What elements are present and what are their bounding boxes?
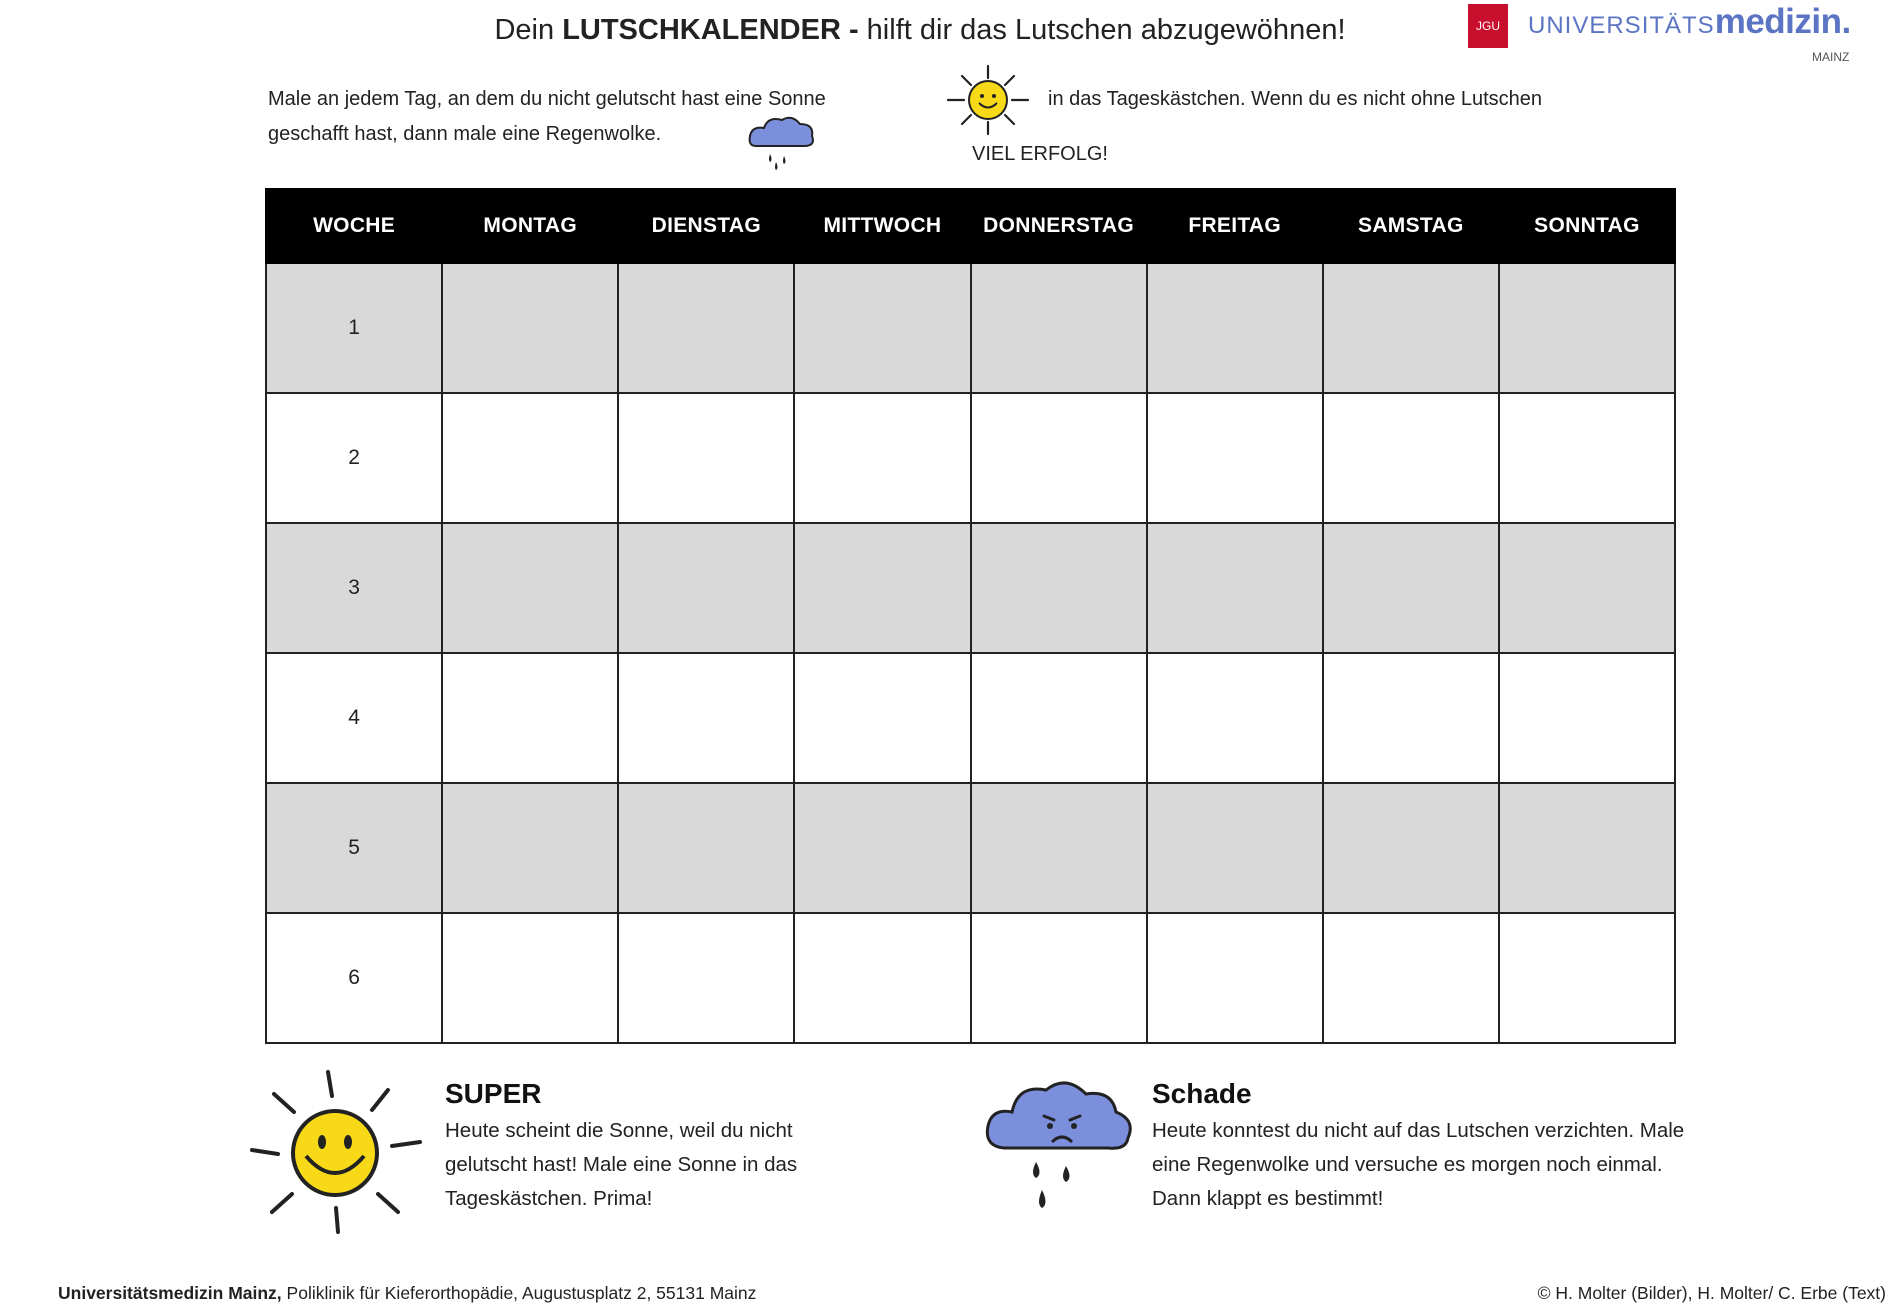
column-header-friday: FREITAG [1147,189,1323,263]
column-header-saturday: SAMSTAG [1323,189,1499,263]
day-cell[interactable] [794,783,970,913]
day-cell[interactable] [1147,523,1323,653]
rain-cloud-icon [980,1066,1140,1226]
day-cell[interactable] [1323,913,1499,1043]
footer-institution: Universitätsmedizin Mainz, [58,1283,282,1303]
sun-icon [244,1068,428,1238]
logo-subtitle: MAINZ [1812,50,1850,64]
day-cell[interactable] [442,263,618,393]
day-cell[interactable] [442,783,618,913]
good-luck-text: VIEL ERFOLG! [972,143,1108,165]
instruction-line-1b: in das Tageskästchen. Wenn du es nicht ohne Lutschen [1048,88,1543,110]
day-cell[interactable] [618,393,794,523]
week-number: 3 [266,523,442,653]
logo-mark [1468,4,1508,48]
week-row [266,263,1675,393]
footer-address [58,1283,756,1304]
day-cell[interactable] [1499,393,1675,523]
day-cell[interactable] [618,783,794,913]
day-cell[interactable] [1147,783,1323,913]
day-cell[interactable] [618,523,794,653]
instruction-line-1a: Male an jedem Tag, an dem du nicht gelutscht hast eine Sonne [268,88,826,110]
day-cell[interactable] [1147,393,1323,523]
day-cell[interactable] [618,913,794,1043]
day-cell[interactable] [794,263,970,393]
column-header-sunday: SONNTAG [1499,189,1675,263]
sun-icon [944,62,1032,138]
day-cell[interactable] [1499,783,1675,913]
day-cell[interactable] [971,523,1147,653]
day-cell[interactable] [971,263,1147,393]
day-cell[interactable] [442,523,618,653]
title-suffix: hilft dir das Lutschen abzugewöhnen! [858,14,1346,46]
day-cell[interactable] [794,913,970,1043]
column-header-wednesday: MITTWOCH [794,189,970,263]
column-header-week: WOCHE [266,189,442,263]
day-cell[interactable] [442,393,618,523]
day-cell[interactable] [1499,263,1675,393]
day-cell[interactable] [1323,653,1499,783]
week-number: 5 [266,783,442,913]
legend-schade-title: Schade [1152,1078,1252,1109]
day-cell[interactable] [971,783,1147,913]
column-header-monday: MONTAG [442,189,618,263]
day-cell[interactable] [1323,523,1499,653]
week-row [266,393,1675,523]
title-prefix: Dein [494,14,563,46]
legend-super-title: SUPER [445,1078,542,1109]
week-row [266,913,1675,1043]
calendar-header-row [266,189,1675,263]
day-cell[interactable] [1147,263,1323,393]
instruction-line-2: geschafft hast, dann male eine Regenwolke. [268,123,662,145]
logo-text-small: UNIVERSITÄTS [1528,12,1715,39]
logo-text-big: medizin. [1714,2,1851,41]
day-cell[interactable] [971,913,1147,1043]
week-number: 1 [266,263,442,393]
day-cell[interactable] [794,653,970,783]
title-bold: LUTSCHKALENDER - [562,14,859,46]
day-cell[interactable] [1499,913,1675,1043]
week-number: 6 [266,913,442,1043]
day-cell[interactable] [1323,393,1499,523]
legend-schade-text: Heute konntest du nicht auf das Lutschen verzichten. Male eine Regenwolke und versuche es morgen noch einmal. Dann klappt es bestimmt! [1152,1119,1685,1210]
column-header-tuesday: DIENSTAG [618,189,794,263]
day-cell[interactable] [794,393,970,523]
rain-cloud-icon [746,112,818,178]
footer-copyright: © H. Molter (Bilder), H. Molter/ C. Erbe (Text) [1537,1283,1886,1303]
day-cell[interactable] [1499,653,1675,783]
week-number: 2 [266,393,442,523]
day-cell[interactable] [442,913,618,1043]
day-cell[interactable] [1147,913,1323,1043]
day-cell[interactable] [1147,653,1323,783]
logo-mark-text: JGU [1476,19,1500,33]
week-row [266,523,1675,653]
day-cell[interactable] [1323,783,1499,913]
day-cell[interactable] [442,653,618,783]
footer-address-text: Poliklinik für Kieferorthopädie, Augustusplatz 2, 55131 Mainz [281,1283,757,1303]
day-cell[interactable] [794,523,970,653]
week-row [266,653,1675,783]
day-cell[interactable] [1323,263,1499,393]
week-number: 4 [266,653,442,783]
day-cell[interactable] [618,653,794,783]
day-cell[interactable] [618,263,794,393]
logo [1528,2,1851,42]
calendar-table [265,188,1676,1044]
legend-super-text: Heute scheint die Sonne, weil du nicht gelutscht hast! Male eine Sonne in das Tageskästchen. Prima! [445,1119,798,1210]
day-cell[interactable] [971,393,1147,523]
week-row [266,783,1675,913]
day-cell[interactable] [1499,523,1675,653]
day-cell[interactable] [971,653,1147,783]
column-header-thursday: DONNERSTAG [971,189,1147,263]
